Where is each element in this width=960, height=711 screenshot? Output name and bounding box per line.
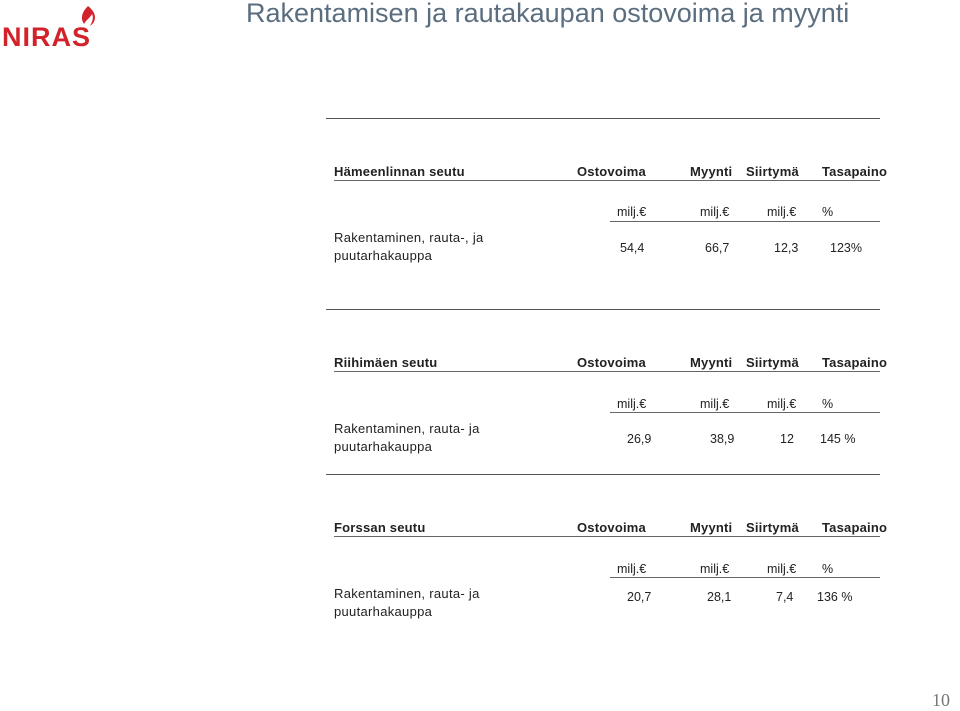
value-ostovoima: 26,9 (627, 432, 652, 446)
page-number: 10 (932, 690, 950, 710)
col-tasapaino: Tasapaino (822, 164, 888, 179)
header-rule (334, 180, 880, 181)
row-label-line2: puutarhakauppa (334, 248, 433, 263)
value-tasapaino: 123% (830, 241, 862, 255)
unit-myynti: milj.€ (700, 397, 730, 411)
col-ostovoima: Ostovoima (577, 164, 646, 179)
section-top-rule (326, 474, 880, 475)
region-name: Forssan seutu (334, 520, 426, 535)
row-label-line2: puutarhakauppa (334, 439, 433, 454)
unit-ostovoima: milj.€ (617, 562, 647, 576)
value-myynti: 66,7 (705, 241, 730, 255)
col-myynti: Myynti (690, 520, 733, 535)
unit-ostovoima: milj.€ (617, 205, 647, 219)
row-label-line2: puutarhakauppa (334, 604, 433, 619)
region-name: Hämeenlinnan seutu (334, 164, 465, 179)
value-ostovoima: 20,7 (627, 590, 652, 604)
col-myynti: Myynti (690, 355, 733, 370)
logo-text: NIRAS (2, 22, 92, 50)
section-forssa (0, 357, 960, 619)
value-siirtyma: 12,3 (774, 241, 799, 255)
section-top-rule (326, 309, 880, 310)
value-ostovoima: 54,4 (620, 241, 645, 255)
unit-ostovoima: milj.€ (617, 397, 647, 411)
unit-siirtyma: milj.€ (767, 205, 797, 219)
value-tasapaino: 136 % (817, 590, 853, 604)
col-siirtyma: Siirtymä (746, 164, 799, 179)
col-tasapaino: Tasapaino (822, 355, 888, 370)
col-siirtyma: Siirtymä (746, 355, 799, 370)
unit-tasapaino: % (822, 205, 834, 219)
header-rule (334, 536, 880, 537)
page-title: Rakentamisen ja rautakaupan ostovoima ja myynti (246, 0, 850, 28)
col-ostovoima: Ostovoima (577, 520, 646, 535)
region-name: Riihimäen seutu (334, 355, 438, 370)
section-top-rule (326, 118, 880, 119)
unit-siirtyma: milj.€ (767, 397, 797, 411)
section-riihimaki (0, 192, 960, 454)
row-label-line1: Rakentaminen, rauta- ja (334, 586, 480, 601)
col-tasapaino: Tasapaino (822, 520, 888, 535)
value-myynti: 28,1 (707, 590, 732, 604)
unit-tasapaino: % (822, 397, 834, 411)
unit-tasapaino: % (822, 562, 834, 576)
col-myynti: Myynti (690, 164, 733, 179)
section-hameenlinna (0, 0, 960, 263)
value-tasapaino: 145 % (820, 432, 856, 446)
row-label-line1: Rakentaminen, rauta-, ja (334, 230, 484, 245)
col-ostovoima: Ostovoima (577, 355, 646, 370)
unit-myynti: milj.€ (700, 205, 730, 219)
unit-rule (610, 577, 880, 578)
unit-myynti: milj.€ (700, 562, 730, 576)
value-siirtyma: 12 (780, 432, 794, 446)
col-siirtyma: Siirtymä (746, 520, 799, 535)
value-myynti: 38,9 (710, 432, 735, 446)
value-siirtyma: 7,4 (776, 590, 794, 604)
row-label (334, 585, 480, 621)
row-label-line1: Rakentaminen, rauta- ja (334, 421, 480, 436)
unit-siirtyma: milj.€ (767, 562, 797, 576)
